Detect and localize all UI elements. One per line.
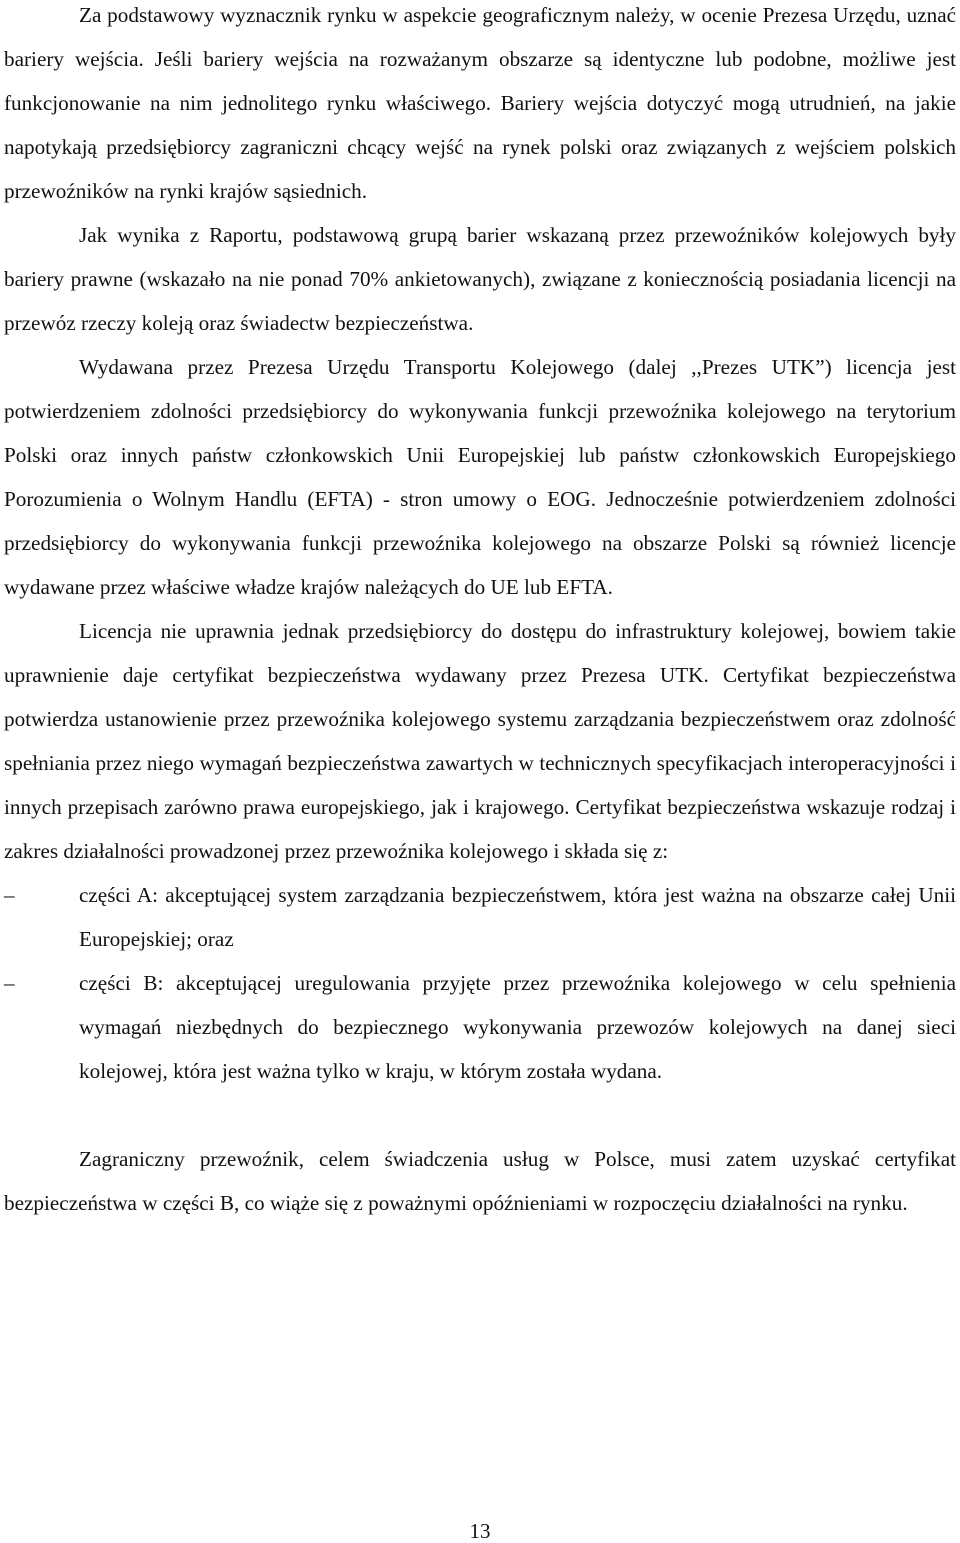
- list-dash-marker: –: [4, 883, 15, 907]
- paragraph-licence: Wydawana przez Prezesa Urzędu Transportu Kolejowego (dalej ,,Prezes UTK”) licencja jest potwierdzeniem zdolności przedsiębiorcy do wykonywania funkcji przewoźnika kolejowego na terytorium Polski oraz innych państw członkowskich Unii Europejskiej lub państw członkowskich Europejskiego Porozumienia o Wolnym Handlu (EFTA) - stron umowy o EOG. Jednocześnie potwierdzeniem zdolności przedsiębiorcy do wykonywania funkcji przewoźnika kolejowego na obszarze Polski są również licencje wydawane przez właściwe władze krajów należących do UE lub EFTA.: [4, 355, 956, 599]
- paragraph-report-findings: Jak wynika z Raportu, podstawową grupą barier wskazaną przez przewoźników kolejowych były bariery prawne (wskazało na nie ponad 70% ankietowanych), związane z koniecznością posiadania licencji na przewóz rzeczy koleją oraz świadectw bezpieczeństwa.: [4, 223, 956, 335]
- list-dash-marker: –: [4, 971, 15, 995]
- paragraph-conclusion: Zagraniczny przewoźnik, celem świadczenia usług w Polsce, musi zatem uzyskać certyfikat bezpieczeństwa w części B, co wiąże się z poważnymi opóźnieniami w rozpoczęciu działalności na rynku.: [4, 1147, 956, 1215]
- list-item-part-a: [4, 873, 956, 961]
- paragraph-market-barriers: Za podstawowy wyznacznik rynku w aspekcie geograficznym należy, w ocenie Prezesa Urzędu, uznać bariery wejścia. Jeśli bariery wejścia na rozważanym obszarze są identyczne lub podobne, możliwe jest funkcjonowanie na nim jednolitego rynku właściwego. Bariery wejścia dotyczyć mogą utrudnień, na jakie napotykają przedsiębiorcy zagraniczni chcący wejść na rynek polski oraz związanych z wejściem polskich przewoźników na rynki krajów sąsiednich.: [4, 3, 956, 203]
- document-page: [4, 0, 956, 1225]
- paragraph-spacer: [4, 1093, 956, 1137]
- page-number: 13: [469, 1519, 491, 1543]
- list-item-text: części B: akceptującej uregulowania przyjęte przez przewoźnika kolejowego w celu spełnienia wymagań niezbędnych do bezpiecznego wykonywania przewozów kolejowych na danej sieci kolejowej, która jest ważna tylko w kraju, w którym została wydana.: [79, 971, 956, 1083]
- paragraph-safety-certificate: Licencja nie uprawnia jednak przedsiębiorcy do dostępu do infrastruktury kolejowej, bowiem takie uprawnienie daje certyfikat bezpieczeństwa wydawany przez Prezesa UTK. Certyfikat bezpieczeństwa potwierdza ustanowienie przez przewoźnika kolejowego systemu zarządzania bezpieczeństwem oraz zdolność spełniania przez niego wymagań bezpieczeństwa zawartych w technicznych specyfikacjach interoperacyjności i innych przepisach zarówno prawa europejskiego, jak i krajowego. Certyfikat bezpieczeństwa wskazuje rodzaj i zakres działalności prowadzonej przez przewoźnika kolejowego i składa się z:: [4, 619, 956, 863]
- list-item-text: części A: akceptującej system zarządzania bezpieczeństwem, która jest ważna na obszarze całej Unii Europejskiej; oraz: [79, 883, 956, 951]
- list-item-part-b: [4, 961, 956, 1093]
- certificate-parts-list: [4, 873, 956, 1093]
